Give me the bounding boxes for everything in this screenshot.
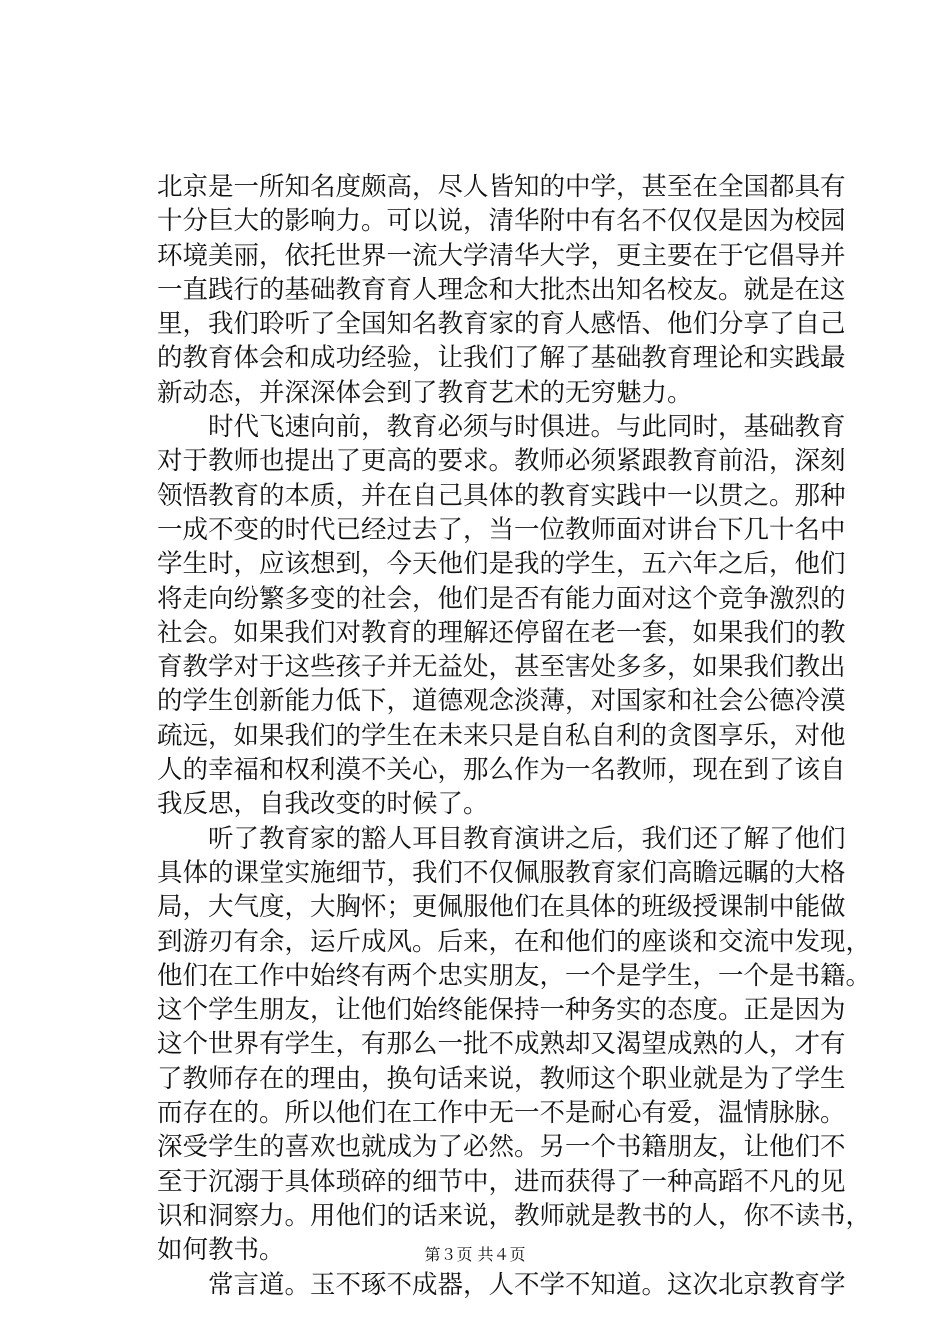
text-line: 常言道。玉不琢不成器，人不学不知道。这次北京教育学 <box>157 1269 846 1300</box>
text-line: 我反思，自我改变的时候了。 <box>157 789 489 820</box>
text-line: 一成不变的时代已经过去了，当一位教师面对讲台下几十名中 <box>157 514 846 545</box>
page-footer: 第３页 共４页 <box>424 1245 526 1264</box>
text-line: 这个学生朋友，让他们始终能保持一种务实的态度。正是因为 <box>157 995 846 1026</box>
text-line: 这个世界有学生，有那么一批不成熟却又渴望成熟的人，才有 <box>157 1029 846 1060</box>
text-line: 将走向纷繁多变的社会，他们是否有能力面对这个竞争激烈的 <box>157 583 846 614</box>
text-line: 社会。如果我们对教育的理解还停留在老一套，如果我们的教 <box>157 617 846 648</box>
text-line: 北京是一所知名度颇高，尽人皆知的中学，甚至在全国都具有 <box>157 172 846 202</box>
text-line: 人的幸福和权利漠不关心，那么作为一名教师，现在到了该自 <box>157 755 846 786</box>
text-line: 具体的课堂实施细节，我们不仅佩服教育家们高瞻远瞩的大格 <box>157 857 846 888</box>
text-line: 疏远，如果我们的学生在未来只是自私自利的贪图享乐，对他 <box>157 720 846 751</box>
text-line: 育教学对于这些孩子并无益处，甚至害处多多，如果我们教出 <box>157 652 846 683</box>
text-line: 领悟教育的本质，并在自己具体的教育实践中一以贯之。那种 <box>157 480 846 511</box>
text-line: 深受学生的喜欢也就成为了必然。另一个书籍朋友，让他们不 <box>157 1132 846 1163</box>
text-line: 的学生创新能力低下，道德观念淡薄，对国家和社会公德冷漠 <box>157 686 846 717</box>
text-line: 的教育体会和成功经验，让我们了解了基础教育理论和实践最 <box>157 343 846 374</box>
text-line: 至于沉溺于具体琐碎的细节中，进而获得了一种高蹈不凡的见 <box>157 1166 846 1197</box>
text-line: 环境美丽，依托世界一流大学清华大学，更主要在于它倡导并 <box>157 240 846 271</box>
text-line: 一直践行的基础教育育人理念和大批杰出知名校友。就是在这 <box>157 274 846 305</box>
text-line: 时代飞速向前，教育必须与时俱进。与此同时，基础教育 <box>157 412 846 443</box>
text-line: 他们在工作中始终有两个忠实朋友，一个是学生，一个是书籍。 <box>157 960 872 991</box>
text-line: 了教师存在的理由，换句话来说，教师这个职业就是为了学生 <box>157 1063 846 1094</box>
text-line: 十分巨大的影响力。可以说，清华附中有名不仅仅是因为校园 <box>157 206 846 237</box>
document-body <box>157 170 872 1302</box>
text-line: 而存在的。所以他们在工作中无一不是耐心有爱，温情脉脉。 <box>157 1098 846 1129</box>
text-line: 学生时，应该想到，今天他们是我的学生，五六年之后，他们 <box>157 549 846 580</box>
text-line: 识和洞察力。用他们的话来说，教师就是教书的人，你不读书， <box>157 1200 872 1231</box>
text-line: 到游刃有余，运斤成风。后来，在和他们的座谈和交流中发现， <box>157 926 872 957</box>
text-line: 局，大气度，大胸怀；更佩服他们在具体的班级授课制中能做 <box>157 892 846 923</box>
text-line: 对于教师也提出了更高的要求。教师必须紧跟教育前沿，深刻 <box>157 446 846 477</box>
text-line: 听了教育家的豁人耳目教育演讲之后，我们还了解了他们 <box>157 823 846 854</box>
text-line: 如何教书。 <box>157 1235 285 1266</box>
text-line: 里，我们聆听了全国知名教育家的育人感悟、他们分享了自己 <box>157 309 846 340</box>
text-line: 新动态，并深深体会到了教育艺术的无穷魅力。 <box>157 377 693 408</box>
